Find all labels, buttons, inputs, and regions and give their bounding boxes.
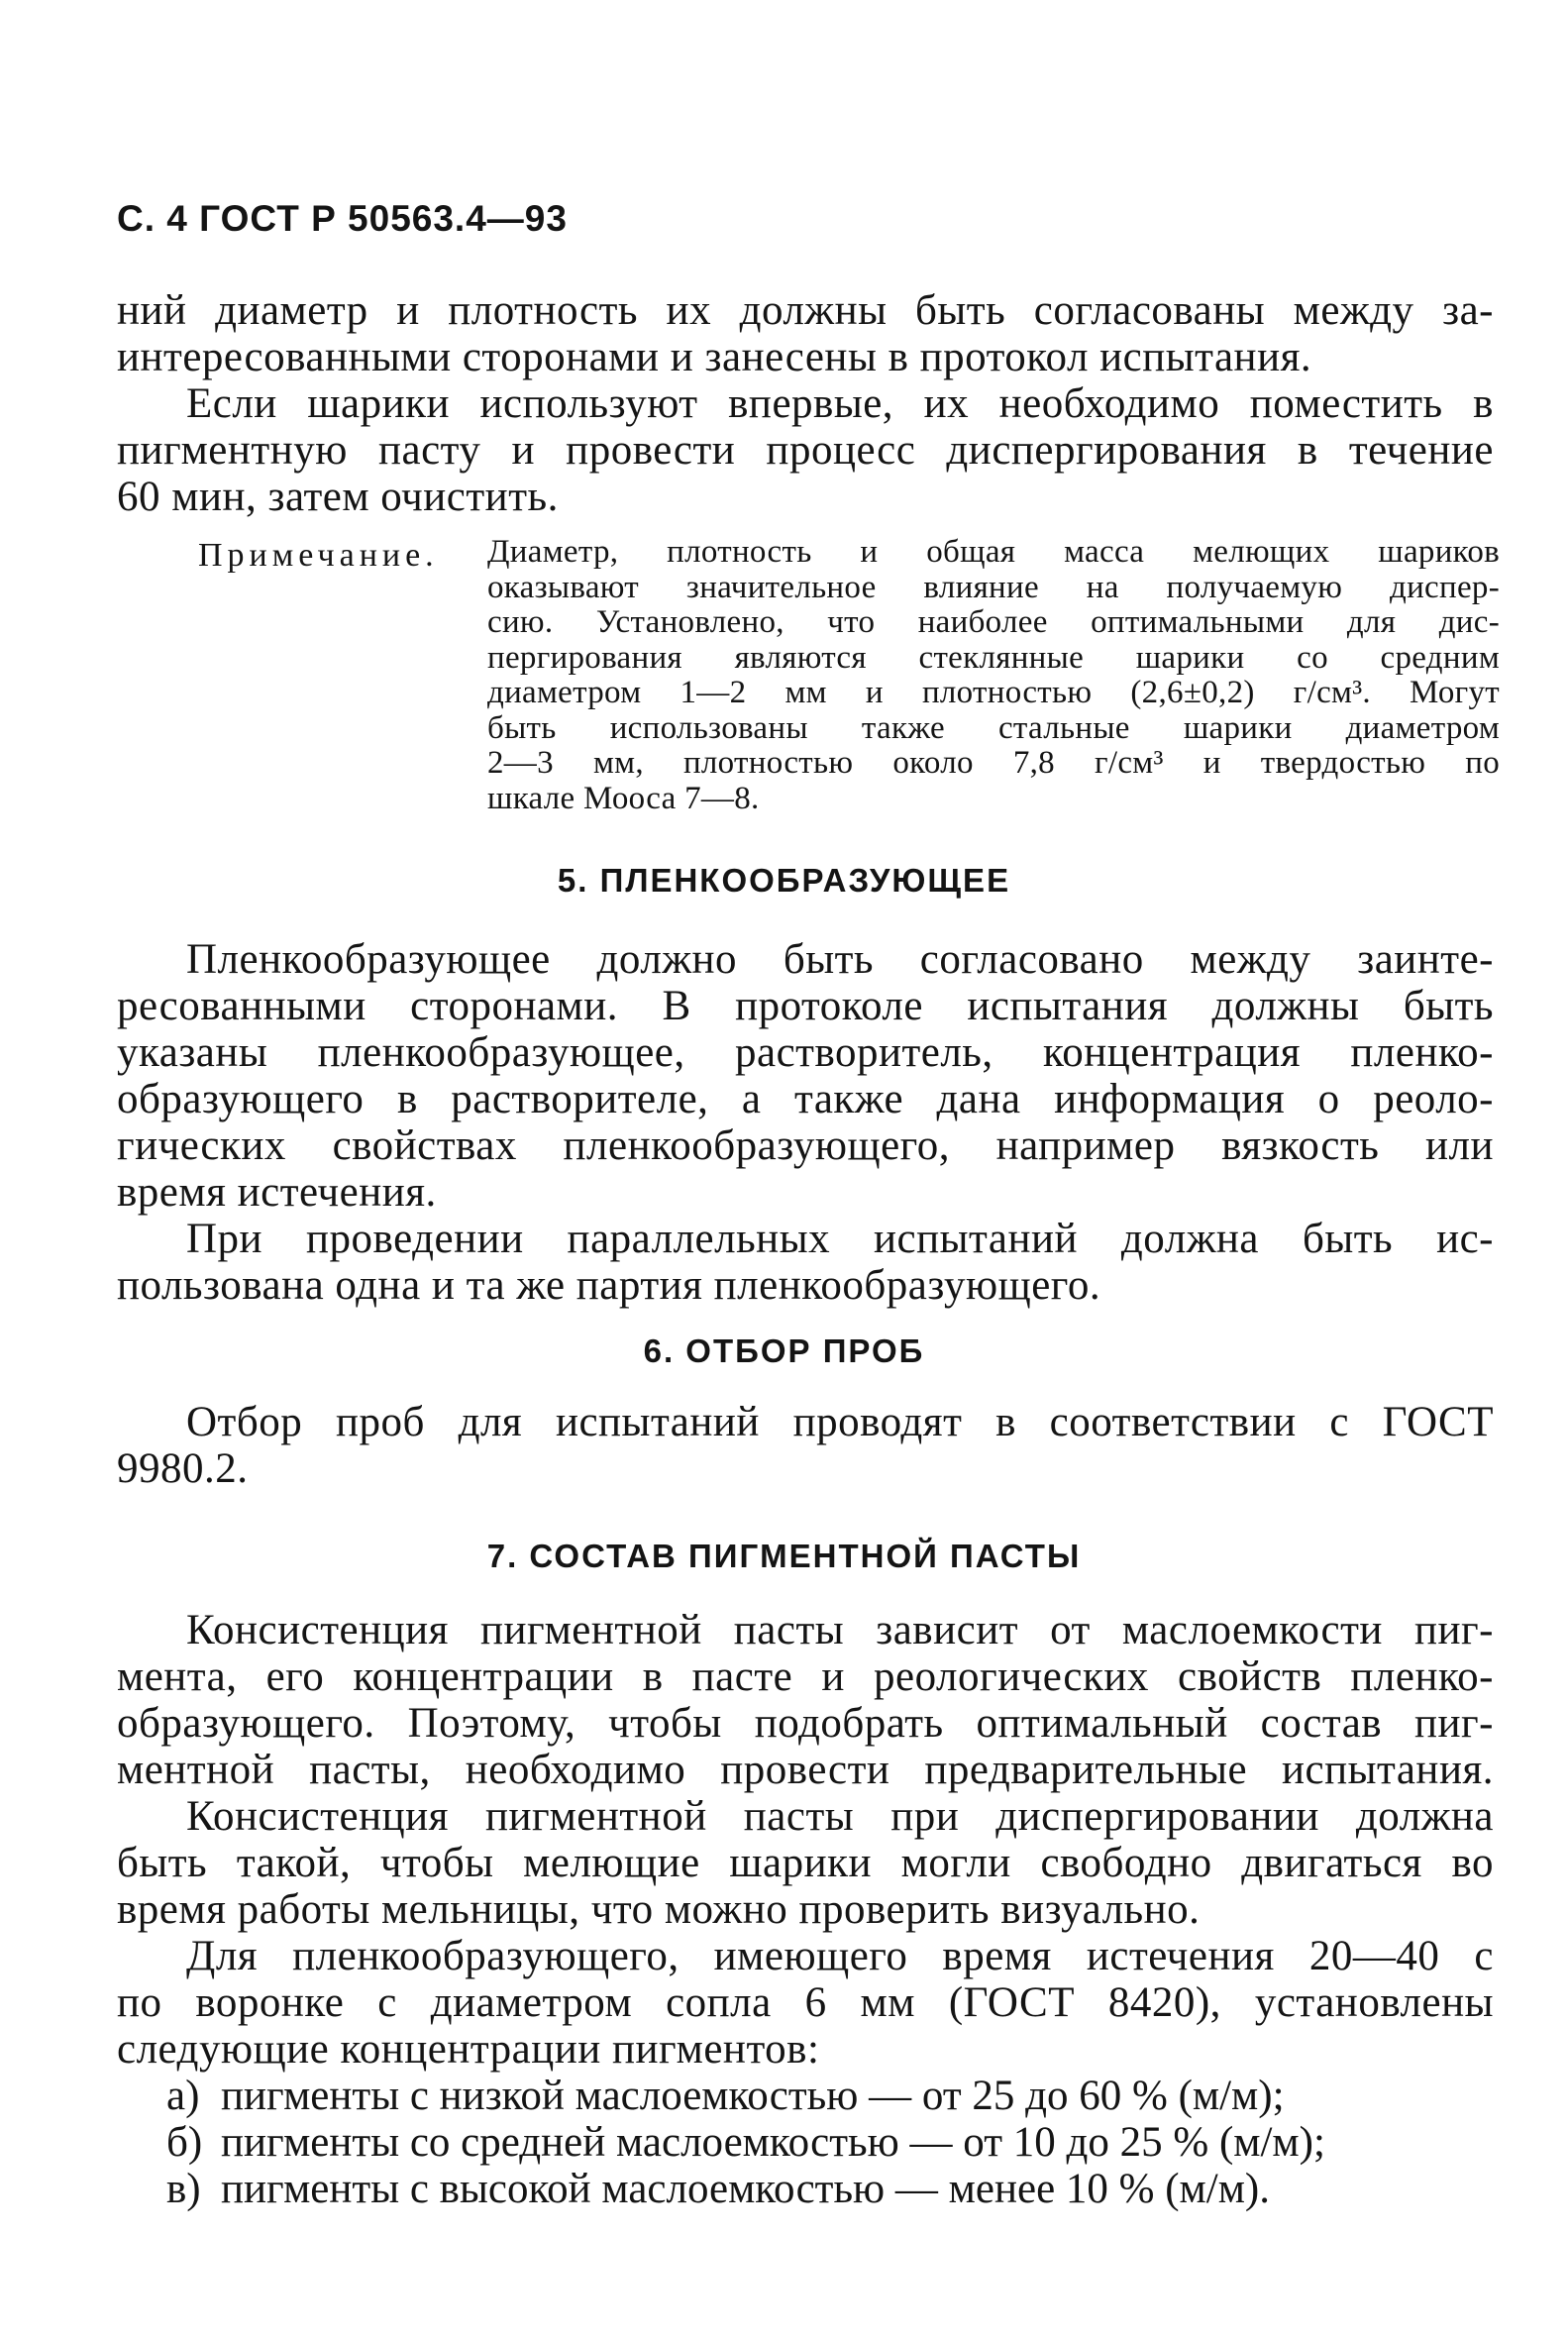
list-marker: б): [166, 2119, 203, 2166]
note-line: диаметром 1—2 мм и плотностью (2,6±0,2) г/см³. Могут: [487, 675, 1500, 710]
note-line: оказывают значительное влияние на получаемую диспер-: [487, 569, 1500, 605]
text-line: 9980.2.: [117, 1445, 249, 1492]
text-line: Консистенция пигментной пасты зависит от маслоемкости пиг-: [186, 1607, 1494, 1653]
text-line: Для пленкообразующего, имеющего время истечения 20—40 с: [186, 1933, 1494, 1979]
text-line: по воронке с диаметром сопла 6 мм (ГОСТ 8420), установлены: [117, 1979, 1494, 2026]
text-line: 60 мин, затем очистить.: [117, 474, 559, 520]
text-line: образующего в растворителе, а также дана информация о реоло-: [117, 1076, 1494, 1122]
note-line: пергирования являются стеклянные шарики со средним: [487, 639, 1500, 676]
note-line: 2—3 мм, плотностью около 7,8 г/см³ и твердостью по: [487, 745, 1500, 781]
text-line: быть такой, чтобы мелющие шарики могли свободно двигаться во: [117, 1840, 1494, 1886]
note-line: быть использованы также стальные шарики диаметром: [487, 709, 1500, 746]
text-line: время истечения.: [117, 1169, 437, 1216]
text-line: Пленкообразующее должно быть согласовано между заинте-: [186, 936, 1494, 983]
text-line: Отбор проб для испытаний проводят в соответствии с ГОСТ: [186, 1399, 1494, 1445]
list-marker: а): [166, 2073, 200, 2119]
text-line: пигментную пасту и провести процесс диспергирования в течение: [117, 427, 1494, 474]
text-line: образующего. Поэтому, чтобы подобрать оптимальный состав пиг-: [117, 1700, 1494, 1747]
list-item-text: пигменты со средней маслоемкостью — от 10 до 25 % (м/м);: [221, 2119, 1325, 2166]
section-5-body: [117, 936, 1494, 1309]
text-line: При проведении параллельных испытаний должна быть ис-: [186, 1216, 1494, 1262]
text-line: интересованными сторонами и занесены в протокол испытания.: [117, 334, 1312, 380]
text-line: ментной пасты, необходимо провести предварительные испытания.: [117, 1747, 1494, 1793]
note-line: сию. Установлено, что наиболее оптимальными для дис-: [487, 604, 1500, 640]
text-line: гических свойствах пленкообразующего, например вязкость или: [117, 1122, 1494, 1169]
list-marker: в): [166, 2166, 201, 2212]
text-line: следующие концентрации пигментов:: [117, 2026, 820, 2073]
note-text: [487, 535, 1500, 816]
note-line: Диаметр, плотность и общая масса мелющих шариков: [487, 534, 1500, 570]
list-item: [117, 2073, 1494, 2119]
text-line: указаны пленкообразующее, растворитель, концентрация пленко-: [117, 1029, 1494, 1076]
text-line: мента, его концентрации в пасте и реологических свойств пленко-: [117, 1653, 1494, 1700]
section-7-heading: 7. СОСТАВ ПИГМЕНТНОЙ ПАСТЫ: [486, 1538, 1082, 1574]
intro-paragraphs: [117, 287, 1494, 520]
list-item-text: пигменты с низкой маслоемкостью — от 25 до 60 % (м/м);: [221, 2073, 1285, 2119]
section-6-heading: 6. ОТБОР ПРОБ: [643, 1332, 925, 1369]
text-line: Если шарики используют впервые, их необходимо поместить в: [186, 380, 1494, 427]
list-item: [117, 2166, 1494, 2212]
note-label: Примечание.: [198, 537, 439, 574]
section-7-body: [117, 1607, 1494, 2073]
text-line: Консистенция пигментной пасты при диспергировании должна: [186, 1793, 1494, 1840]
section-5-heading: 5. ПЛЕНКООБРАЗУЮЩЕЕ: [557, 862, 1011, 899]
text-line: ресованными сторонами. В протоколе испытания должны быть: [117, 983, 1494, 1029]
section-6-body: [117, 1399, 1494, 1492]
pigment-list: [117, 2073, 1494, 2212]
list-item: [117, 2119, 1494, 2166]
note-line: шкале Мооса 7—8.: [487, 780, 760, 816]
text-line: время работы мельницы, что можно проверить визуально.: [117, 1886, 1201, 1933]
list-item-text: пигменты с высокой маслоемкостью — менее 10 % (м/м).: [221, 2166, 1270, 2212]
text-line: пользована одна и та же партия пленкообразующего.: [117, 1262, 1101, 1309]
page-header: С. 4 ГОСТ Р 50563.4—93: [117, 198, 568, 239]
text-line: ний диаметр и плотность их должны быть согласованы между за-: [117, 287, 1494, 334]
